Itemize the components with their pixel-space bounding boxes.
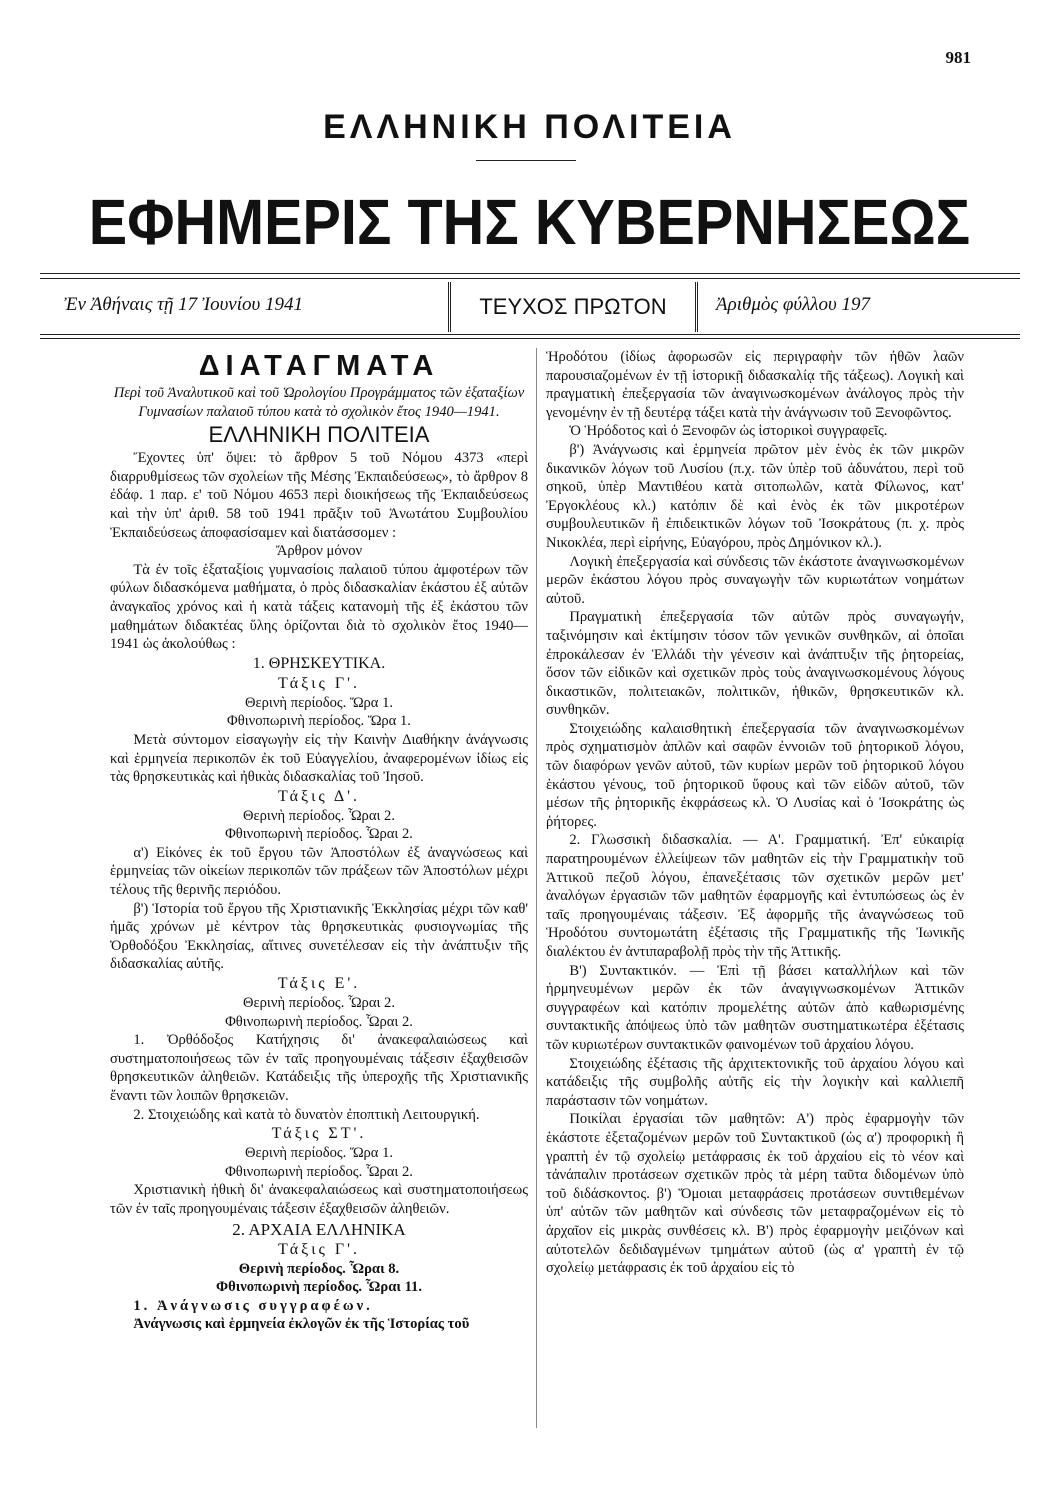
page-number: 981 (945, 48, 971, 67)
right-para-6: Στοιχειώδης καλαισθητικὴ ἐπεξεργασία τῶν ἀναγινωσκομένων πρὸς σχηματισμὸν ἁπλῶν καὶ σαφῶν ἐννοιῶν τοῦ ῥητορικοῦ λόγου, τῶν διαφόρων γενῶν αὐτοῦ, τῶν κυρίων μερῶν τοῦ ῥητορικοῦ λόγου ἑκάστου γένους, τοῦ ῥητορικοῦ ὕφους καὶ τῶν εἰδῶν αὐτοῦ, τῶν μέσων τῆς ῥητορικῆς ἐκφράσεως κλ. Ὁ Λυσίας καὶ ὁ Ἰσοκράτης ὡς ῥήτορες. (546, 720, 964, 830)
masthead-rule-top-2 (40, 278, 1020, 279)
right-para-5: Πραγματικὴ ἐπεξεργασία τῶν αὐτῶν πρὸς συναγωγήν, ταξινόμησιν καὶ ἐκτίμησιν τόσον τῶν γενικῶν συνθηκῶν, αἱ ὁποῖαι ἐπροκάλεσαν ἐν Ἑλλάδι τὴν γένεσιν καὶ ἀνάπτυξιν τῆς ῥητορείας, ὅσον τῶν εἰδικῶν καὶ σχετικῶν πρὸς τοὺς ἀναγινωσκομένους λόγους δικαστικῶν, πολιτειακῶν, πολιτικῶν, ἠθικῶν, θρησκευτικῶν κλ. συνθηκῶν. (546, 609, 964, 719)
class-d-summer: Θερινὴ περίοδος. Ὧραι 2. (242, 807, 396, 824)
right-para-1: Ἡροδότου (ἰδίως ἀφορωσῶν εἰς περιγραφὴν τῶν ἠθῶν λαῶν παρουσιαζομένων ἐν τῇ ἱστορικῇ διδασκαλίᾳ τῆς τάξεως). Λογικὴ καὶ πραγματικὴ ἐπεξεργασία τῶν ἀναγινωσκομένων ἀνάλογος πρὸς τὴν γενομένην ἐν τῇ δευτέρᾳ τάξει κατὰ τὴν ἀνάγνωσιν τοῦ Ξενοφῶντος. (546, 349, 964, 421)
class-g-heading: Τάξις Γ'. (278, 674, 360, 692)
right-para-10: Ποικίλαι ἐργασίαι τῶν μαθητῶν: Α') πρὸς ἐφαρμογὴν τῶν ἑκάστοτε ἐξεταζομένων μερῶν τοῦ Συντακτικοῦ (ὡς α') προφορικὴ ἢ γραπτὴ ἐν τῷ σχολείῳ μετάφρασις ἐκ τοῦ ἀρχαίου εἰς τὸ νέον καὶ τἀνάπαλιν προτάσεων σχετικῶν πρὸς τὰ μέρη ταῦτα διδομένων ὑπὸ τοῦ διδάσκοντος. β') Ὅμοιαι μεταφράσεις προτάσεων συντιθεμένων ὑπ' αὐτῶν τῶν μαθητῶν καὶ σύνδεσις τῶν μεταφραζομένων εἰς τὸ ἀρχαῖον εἰς μικρὰς συνθέσεις κλ. Β') πρὸς ἐφαρμογὴν μειζόνων καὶ αὐτοτελῶν δεδιδαγμένων τμημάτων αὐτοῦ (ὡς α' γραπτὴ ἐν τῷ σχολείῳ μετάφρασις ἐκ τοῦ ἀρχαίου εἰς τὸ (546, 1111, 964, 1277)
class-st-autumn: Φθινοπωρινὴ περίοδος. Ὧραι 2. (225, 1163, 413, 1180)
class-g2-summer: Θερινὴ περίοδος. Ὧραι 8. (238, 1260, 400, 1277)
title-underline (476, 160, 576, 161)
reading-text: Ἀνάγνωσις καὶ ἑρμηνεία ἐκλογῶν ἐκ τῆς Ἱστορίας τοῦ (133, 1316, 470, 1333)
class-e-item-2: 2. Στοιχειώδης καὶ κατὰ τὸ δυνατὸν ἐποπτικὴ Λειτουργική. (133, 1106, 480, 1123)
column-divider (536, 348, 537, 1428)
masthead (40, 282, 1020, 332)
class-st-heading: Τάξις ΣΤ'. (271, 1125, 367, 1143)
class-g2-autumn: Φθινοπωρινὴ περίοδος. Ὧραι 11. (215, 1279, 422, 1296)
class-e-item-1: 1. Ὀρθόδοξος Κατήχησις δι' ἀνακεφαλαιώσεως καὶ συστηματοποιήσεως τῶν ἐν ταῖς προηγουμέναις τάξεσιν ἐξαχθεισῶν θρησκευτικῶν ἀληθειῶν. Κατάδειξις τῆς ὑπεροχῆς τῆς Χριστιανικῆς ἔναντι τῶν λοιπῶν θρησκειῶν. (110, 1032, 528, 1104)
decree-subject: Περὶ τοῦ Ἀναλυτικοῦ καὶ τοῦ Ὡρολογίου Προγράμματος τῶν ἑξαταξίων Γυμνασίων παλαιοῦ τύπου κατὰ τὸ σχολικὸν ἔτος 1940—1941. (113, 385, 525, 420)
masthead-date: Ἐν Ἀθήναις τῇ 17 Ἰουνίου 1941 (64, 294, 303, 315)
class-e-summer: Θερινὴ περίοδος. Ὧραι 2. (242, 995, 396, 1012)
right-para-4: Λογικὴ ἐπεξεργασία καὶ σύνδεσις τῶν ἑκάστοτε ἀναγινωσκομένων μερῶν ἑκάστου λόγου πρὸς συναγωγὴν τῶν κυριωτάτων νοημάτων αὐτοῦ. (546, 553, 964, 607)
masthead-rule-bottom-2 (40, 338, 1020, 339)
section-religion: 1. ΘΡΗΣΚΕΥΤΙΚΑ. (252, 654, 386, 672)
state-title: ΕΛΛΗΝΙΚΗ ΠΟΛΙΤΕΙΑ (323, 108, 736, 146)
class-g2-heading: Τάξις Γ'. (278, 1240, 360, 1258)
class-st-summer: Θερινὴ περίοδος. Ὥρα 1. (244, 1145, 394, 1162)
masthead-sheet-number: Ἀριθμὸς φύλλου 197 (716, 294, 870, 315)
section-ancient-greek: 2. ΑΡΧΑΙΑ ΕΛΛΗΝΙΚΑ (232, 1219, 406, 1239)
reading-title: 1. Ἀνάγνωσις συγγραφέων. (133, 1297, 373, 1314)
class-e-autumn: Φθινοπωρινὴ περίοδος. Ὧραι 2. (225, 1013, 413, 1030)
article-text: Τὰ ἐν τοῖς ἑξαταξίοις γυμνασίοις παλαιοῦ τύπου ἀμφοτέρων τῶν φύλων διδασκόμενα μαθήματα, ὁ πρὸς διδασκαλίαν ἑκάστου ἐξ αὐτῶν ἀναγκαῖος χρόνος καὶ ἡ κατὰ τάξεις κατανομὴ τῆς ἐξ ἑκάστου τῶν μαθημάτων διδακτέας ὕλης ὁρίζονται διὰ τὸ σχολικὸν ἔτος 1940—1941 ὡς ἀκολούθως : (110, 561, 528, 653)
class-g-summer: Θερινὴ περίοδος. Ὥρα 1. (244, 694, 394, 711)
right-para-3: β') Ἀνάγνωσις καὶ ἑρμηνεία πρῶτον μὲν ἑνὸς ἐκ τῶν μικρῶν δικανικῶν λόγων τοῦ Λυσίου (π.χ. τῶν ὑπὲρ τοῦ ἀδυνάτου, περὶ τοῦ σηκοῦ, ὑπὲρ Μαντιθέου κατὰ σιτοπωλῶν, κατὰ Φίλωνος, κατ' Ἐργοκλέους κλ.) κατόπιν δὲ καὶ ἑνὸς ἐκ τῶν μικροτέρων συμβουλευτικῶν ἢ ἐπιδεικτικῶν λόγων τοῦ Ἰσοκράτους (π. χ. πρὸς Νικοκλέα, περὶ εἰρήνης, Εὐαγόρου, πρὸς Δημόνικον κλ.). (546, 441, 964, 551)
class-g-autumn: Φθινοπωρινὴ περίοδος. Ὥρα 1. (227, 713, 411, 730)
masthead-rule-top (40, 273, 1020, 274)
class-g-text: Μετὰ σύντομον εἰσαγωγὴν εἰς τὴν Καινὴν Διαθήκην ἀνάγνωσις καὶ ἑρμηνεία περικοπῶν ἐκ τοῦ Εὐαγγελίου, ἀναφερομένων ἰδίως εἰς τὰς θρησκευτικὰς καὶ ἠθικὰς διδασκαλίας τοῦ Ἰησοῦ. (110, 731, 528, 786)
state-heading: ΕΛΛΗΝΙΚΗ ΠΟΛΙΤΕΙΑ (208, 422, 430, 448)
right-para-7: 2. Γλωσσικὴ διδασκαλία. — Α'. Γραμματική. Ἐπ' εὐκαιρίᾳ παρατηρουμένων ἐλλείψεων τῶν μαθητῶν εἰς τὴν Γραμματικὴν τοῦ Ἀττικοῦ πεζοῦ λόγου, ἐπανεξέτασις τῶν σχετικῶν μερῶν μετ' ἀναλόγων ἐργασιῶν τῶν μαθητῶν ἐφαρμογῆς καὶ ἐντυπώσεως ὡς ἐν ταῖς προηγουμέναις τάξεσιν. Ἐξ ἀφορμῆς τῆς ἀναγνώσεως τοῦ Ἡροδότου συντομωτάτη ἐξέτασις τῆς Γραμματικῆς τῆς Ἰωνικῆς διαλέκτου ἐν ἀντιπαραβολῇ πρὸς τὴν τῆς Ἀττικῆς. (546, 832, 964, 960)
class-d-heading: Τάξις Δ'. (277, 787, 361, 805)
class-d-autumn: Φθινοπωρινὴ περίοδος. Ὧραι 2. (225, 826, 413, 843)
left-column (110, 348, 528, 1334)
masthead-rule-bottom (40, 334, 1020, 335)
right-para-8: Β') Συντακτικόν. — Ἐπὶ τῇ βάσει καταλλήλων καὶ τῶν ἡρμηνευμένων μερῶν ἐκ τῶν ἀναγιγνωσκομένων Ἀττικῶν συγγραφέων καὶ κατόπιν προμελέτης αὐτῶν ἀπὸ καθωρισμένης συντακτικῆς ἀπόψεως ὑπὸ τῶν μαθητῶν συστηματικωτέρα ἐξέτασις τῶν κυριωτέρων συντακτικῶν φαινομένων τοῦ ἀρχαίου λόγου. (546, 962, 964, 1053)
right-para-2: Ὁ Ἡρόδοτος καὶ ὁ Ξενοφῶν ὡς ἱστορικοὶ συγγραφεῖς. (569, 423, 888, 440)
masthead-issue: ΤΕΥΧΟΣ ΠΡΩΤΟΝ (448, 282, 698, 332)
decrees-heading: ΔΙΑΤΑΓΜΑΤΑ (198, 350, 440, 382)
class-e-heading: Τάξις Ε'. (277, 975, 361, 993)
right-column (546, 348, 964, 1278)
article-title: Ἄρθρον μόνον (275, 543, 363, 560)
right-para-9: Στοιχειώδης ἐξέτασις τῆς ἀρχιτεκτονικῆς τοῦ ἀρχαίου λόγου καὶ κατάδειξις τῆς συμβολῆς αὐτῆς εἰς τὴν λογικὴν καὶ καλλιεπῆ παράστασιν τῶν νοημάτων. (546, 1055, 964, 1109)
preamble: Ἔχοντες ὑπ' ὄψει: τὸ ἄρθρον 5 τοῦ Νόμου 4373 «περὶ διαρρυθμίσεως τῶν σχολείων τῆς Μέσης Ἐκπαιδεύσεως», τὸ ἄρθρον 8 ἐδάφ. 1 παρ. ε' τοῦ Νόμου 4653 περὶ διοικήσεως τῆς Ἐκπαιδεύσεως καὶ τὴν ὑπ' ἀριθ. 58 τοῦ 1941 πρᾶξιν τοῦ Ἀνωτάτου Συμβουλίου Ἐκπαιδεύσεως ἀποφασίσαμεν καὶ διατάσσομεν : (110, 450, 528, 541)
class-st-text: Χριστιανικὴ ἠθικὴ δι' ἀνακεφαλαιώσεως καὶ συστηματοποιήσεως τῶν ἐν ταῖς προηγουμέναις τάξεσιν ἐξαχθεισῶν ἀληθειῶν. (110, 1182, 528, 1217)
class-d-item-a: α') Εἰκόνες ἐκ τοῦ ἔργου τῶν Ἀποστόλων ἐξ ἀναγνώσεως καὶ ἑρμηνείας τῶν οἰκείων περικοπῶν τῶν πράξεων τῶν Ἀποστόλων μέχρι τέλους τῆς θερινῆς περιόδου. (110, 844, 528, 899)
gazette-title: ΕΦΗΜΕΡΙΣ ΤΗΣ ΚΥΒΕΡΝΗΣΕΩΣ (88, 186, 971, 258)
class-d-item-b: β') Ἱστορία τοῦ ἔργου τῆς Χριστιανικῆς Ἐκκλησίας μέχρι τῶν καθ' ἡμᾶς χρόνων μὲ κέντρον τὰς θρησκευτικὰς φυσιογνωμίας τῆς Ὀρθοδόξου Ἐκκλησίας, αἵτινες συνετέλεσαν εἰς τὴν ἀνάπτυξιν τῆς διδασκαλίας αὐτῆς. (110, 900, 528, 973)
